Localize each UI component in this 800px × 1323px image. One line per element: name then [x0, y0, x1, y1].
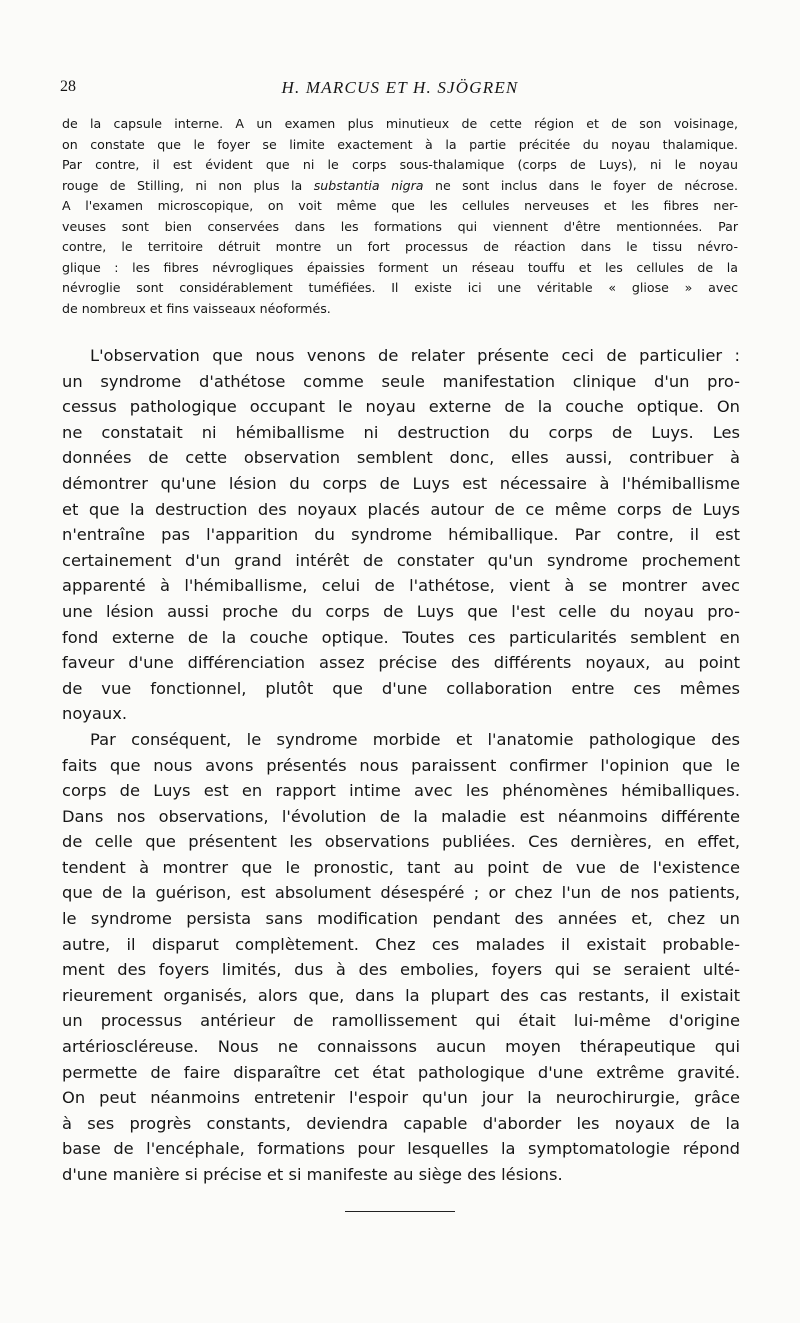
text-line: de la capsule interne. A un examen plus minutieux de cette région et de son voisinage,	[62, 116, 738, 131]
text-line: faveur d'une différenciation assez précise des différents noyaux, au point	[62, 653, 740, 673]
text-line: de celle que présentent les observations publiées. Ces dernières, en effet,	[62, 832, 740, 852]
text-line: de nombreux et fins vaisseaux néoformés.	[62, 300, 331, 316]
running-head: H. MARCUS ET H. SJÖGREN	[281, 78, 519, 97]
text-line: contre, le territoire détruit montre un fort processus de réaction dans le tissu névro-	[62, 239, 738, 254]
text-line: ne constatait ni hémiballisme ni destruction du corps de Luys. Les	[62, 422, 740, 442]
text-line: veuses sont bien conservées dans les formations qui viennent d'être mentionnées. Par	[62, 218, 738, 234]
text-line: permette de faire disparaître cet état pathologique d'une extrême gravité.	[62, 1062, 740, 1082]
text-line: Dans nos observations, l'évolution de la maladie est néanmoins différente	[62, 806, 740, 826]
text-line: Par conséquent, le syndrome morbide et l'anatomie pathologique des	[90, 729, 740, 749]
text-line: corps de Luys est en rapport intime avec les phénomènes hémiballiques.	[62, 781, 740, 801]
text-line: d'une manière si précise et si manifeste au siège des lésions.	[62, 1165, 563, 1184]
text-line: un processus antérieur de ramollissement qui était lui-même d'origine	[62, 1011, 740, 1031]
text-line: L'observation que nous venons de relater présente ceci de particulier :	[90, 346, 740, 365]
text-line: noyaux.	[62, 704, 128, 724]
text-line: de vue fonctionnel, plutôt que d'une collaboration entre ces mêmes	[62, 678, 740, 698]
text-line: rieurement organisés, alors que, dans la plupart des cas restants, il existait	[62, 985, 740, 1005]
small-print-paragraph	[62, 114, 738, 319]
text-line: autre, il disparut complètement. Chez ces malades il existait probable-	[62, 934, 740, 954]
text-line: à ses progrès constants, deviendra capable d'aborder les noyaux de la	[62, 1113, 740, 1133]
page-header	[60, 78, 740, 100]
text-line: que de la guérison, est absolument désespéré ; or chez l'un de nos patients,	[62, 883, 740, 903]
text-line: A l'examen microscopique, on voit même que les cellules nerveuses et les fibres ner-	[62, 198, 738, 213]
text-line: névroglie sont considérablement tuméfiées. Il existe ici une véritable « gliose » avec	[62, 280, 738, 295]
main-text	[62, 343, 740, 1188]
page-number: 28	[60, 78, 76, 95]
text-line: un syndrome d'athétose comme seule manifestation clinique d'un pro-	[62, 371, 740, 391]
text-line: artérioscléreuse. Nous ne connaissons aucun moyen thérapeutique qui	[62, 1037, 740, 1057]
text-line: apparenté à l'hémiballisme, celui de l'athétose, vient à se montrer avec	[62, 576, 740, 596]
text-line: démontrer qu'une lésion du corps de Luys est nécessaire à l'hémiballisme	[62, 473, 740, 493]
text-line: base de l'encéphale, formations pour lesquelles la symptomatologie répond	[62, 1139, 740, 1159]
section-end-rule	[345, 1211, 455, 1212]
text-line: le syndrome persista sans modification pendant des années et, chez un	[62, 909, 740, 929]
text-line: données de cette observation semblent donc, elles aussi, contribuer à	[62, 448, 740, 468]
text-line: cessus pathologique occupant le noyau externe de la couche optique. On	[62, 397, 740, 417]
text-line: on constate que le foyer se limite exactement à la partie précitée du noyau thalamique.	[62, 136, 738, 152]
paragraph-1	[62, 343, 740, 727]
paragraph-2	[62, 727, 740, 1188]
text-line: ment des foyers limités, dus à des embolies, foyers qui se seraient ulté-	[62, 960, 740, 980]
text-line: n'entraîne pas l'apparition du syndrome hémiballique. Par contre, il est	[62, 525, 740, 545]
text-line: une lésion aussi proche du corps de Luys que l'est celle du noyau pro-	[62, 601, 740, 621]
text-line: tendent à montrer que le pronostic, tant au point de vue de l'existence	[62, 857, 740, 877]
text-line: certainement d'un grand intérêt de constater qu'un syndrome prochement	[62, 550, 740, 570]
text-line: On peut néanmoins entretenir l'espoir qu'un jour la neurochirurgie, grâce	[62, 1088, 740, 1108]
text-line: faits que nous avons présentés nous paraissent confirmer l'opinion que le	[62, 755, 740, 775]
text-line: Par contre, il est évident que ni le corps sous-thalamique (corps de Luys), ni le noyau	[62, 157, 738, 172]
text-line: glique : les fibres névrogliques épaissies forment un réseau touffu et les cellules de la	[62, 259, 738, 275]
text-line: fond externe de la couche optique. Toutes ces particularités semblent en	[62, 627, 740, 647]
text-line: et que la destruction des noyaux placés autour de ce même corps de Luys	[62, 499, 740, 519]
text-line: rouge de Stilling, ni non plus la substantia nigra ne sont inclus dans le foyer de nécrose.	[62, 177, 739, 193]
